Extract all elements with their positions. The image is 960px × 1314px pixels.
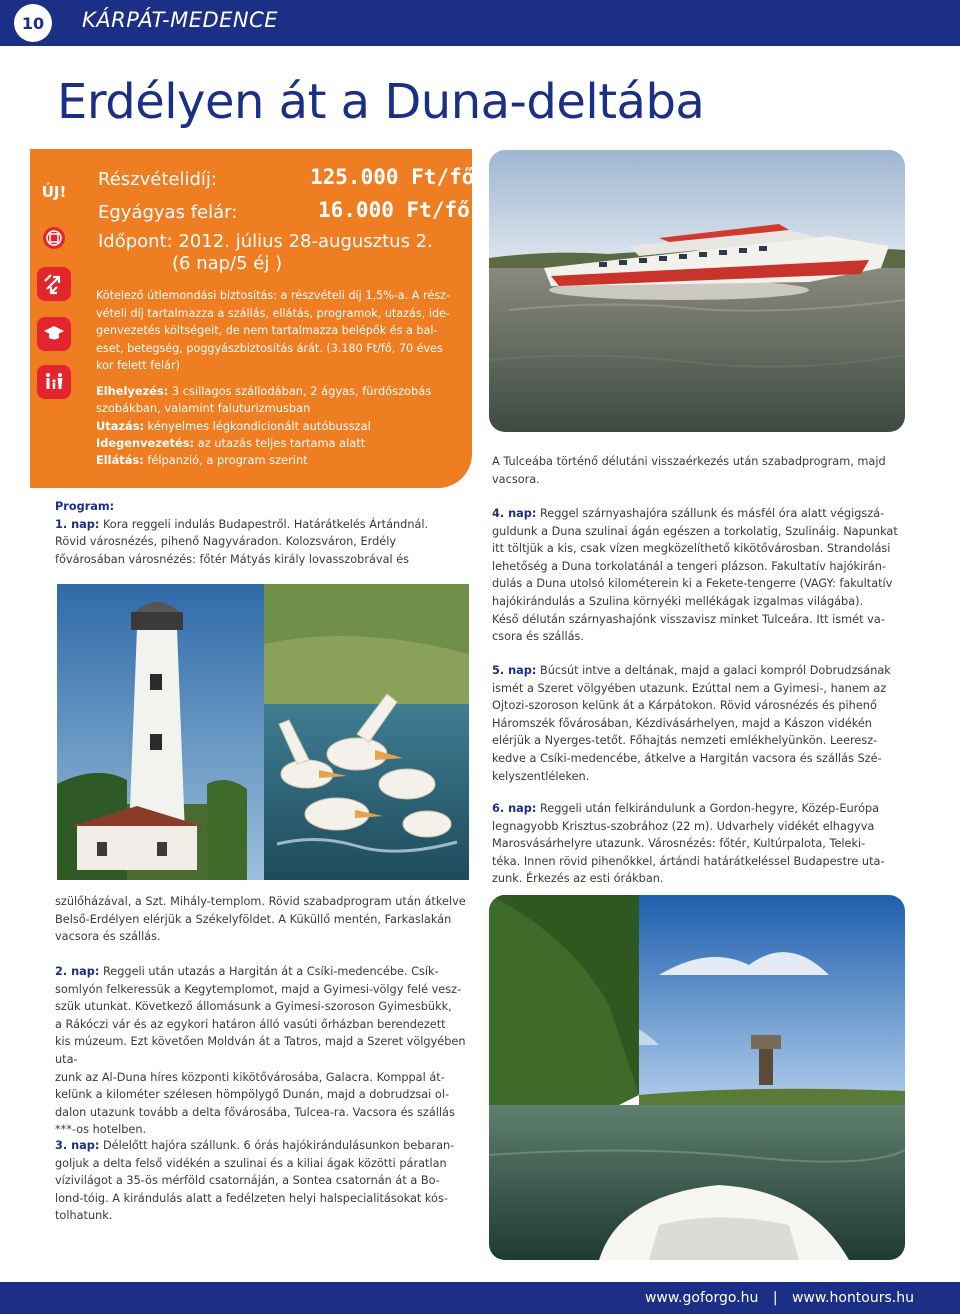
detail-row: Utazás: kényelmes légkondicionált autóbusszal <box>96 418 371 433</box>
day1-continued: szülőházával, a Szt. Mihály-templom. Rövid szabadprogram után átkelve Belső-Erdélyen elérjük a Székelyföldet. A Küküllő mentén, Farkaslakán vacsora és szállás. <box>55 895 466 944</box>
lighthouse-pelicans-photo <box>57 584 469 880</box>
footer-separator: | <box>772 1290 778 1306</box>
day6-block: 6. nap: Reggeli után felkirándulunk a Gordon-hegyre, Közép-Európa legnagyobb Krisztus-szobrához (22 m). Udvarhely vidékét elhagyva Marosvásárhelyre utazunk. Városnézés: főtér, Kultúrpalota, Teleki- téka. Innen rövid pihenőkkel, ártándi határátkeléssel Budapestre uta- zunk. Érkezés az esti órákban. <box>492 802 885 886</box>
insurance-note: Kötelező útlemondási biztosítás: a részvételi díj 1,5%-a. A rész- vételi díj tartalmazza a szállás, ellátás, programok, utazás, ide- genvezetés költségeit, de nem tartalmazza belépők és a bal- eset, betegség, poggyászbiztosítás árát. (3.180 Ft/fő, 70 éves kor felett felár) <box>96 289 450 372</box>
day4-block: 4. nap: Reggel szárnyashajóra szállunk és másfél óra alatt végigszá- guldunk a Duna szulinai ágán egészen a torkolatig, Szulináig. Napunkat itt töltjük a kis, csak vízen megközelíthető kikötővárosban. Strandolási lehetőség a Duna torkolatánál a tengeri plázson. Fakultatív hajókirán- dulás a Duna utolsó kilométerein ki a Fekete-tengerre (VAGY: fakultatív hajókirándulás a Szulina környéki mellékágak izgalmas világába). Késő délután szárnyashajónk visszavisz minket Tulceára. Itt ismét va- csora és szállás. <box>492 507 898 644</box>
day1-line: 1. nap: Kora reggeli indulás Budapestről. Határátkelés Ártándnál. <box>55 517 429 531</box>
trip-details <box>96 383 468 469</box>
detail-row: Idegenvezetés: az utazás teljes tartama alatt <box>96 435 366 450</box>
duration: (6 nap/5 éj ) <box>172 253 283 274</box>
day1-line: fővárosában városnézés: főtér Mátyás király lovasszobrával és <box>55 552 410 566</box>
education-cap-icon <box>37 317 71 351</box>
day2-block: 2. nap: Reggeli után utazás a Hargitán át a Csíki-medencébe. Csík- somlyón felkeressük a Kegytemplomot, majd a Gyimesi-völgy felé vesz- szük utunkat. Következő állomásunk a Gyimesi-szoroson Gyimesbükk, a Rákóczi vár és az egykori határon álló vasúti őrházban berendezett kis múzeum. Ezt követően Moldván át a Tatros, majd a Szeret völgyében uta- zunk az Al-Duna híres központi kikötővárosába, Galacra. Komppal át- kelünk a kilométer szélesen hömpölygő Dunán, majd a dobrudzsai ol- dalon utazunk tovább a delta fővárosába, Tulcea-ra. Vacsora és szállás ***-os hotelben. <box>55 965 466 1137</box>
page-title: Erdélyen át a Duna-deltába <box>57 74 705 130</box>
river-boat-photo <box>489 895 905 1260</box>
price-panel <box>30 149 475 488</box>
single-supplement-label: Egyágyas felár: <box>98 202 238 223</box>
day1-line: Rövid városnézés, pihenő Nagyváradon. Kolozsváron, Erdély <box>55 535 397 549</box>
footer-links <box>645 1290 914 1306</box>
website-link-goforgo[interactable]: www.goforgo.hu <box>644 1290 759 1306</box>
single-supplement-value: 16.000 Ft/fő <box>318 198 470 222</box>
program-intro <box>55 498 475 568</box>
program-heading: Program: <box>55 500 115 513</box>
page-number: 10 <box>14 4 52 42</box>
fee-value: 125.000 Ft/fő <box>310 165 475 189</box>
detail-row: Elhelyezés: 3 csillagos szállodában, 2 ágyas, fürdőszobás <box>96 384 432 398</box>
fee-label: Részvételidíj: <box>98 169 217 190</box>
section-title: KÁRPÁT-MEDENCE <box>82 8 279 32</box>
new-badge: ÚJ! <box>41 183 67 201</box>
date-line: Időpont: 2012. július 28-augusztus 2. <box>98 231 433 252</box>
detail-row: szobákban, valamint faluturizmusban <box>96 401 311 416</box>
hydrofoil-photo <box>489 150 905 432</box>
day5-block: 5. nap: Búcsút intve a deltának, majd a galaci kompról Dobrudzsának ismét a Szeret völgyében utazunk. Ezúttal nem a Gyimesi-, hanem az Ojtozi-szoroson kelünk át a Kárpátokon. Rövid városnézés és pihenő Háromszék fővárosában, Kézdivásárhelyen, majd a Kászon vidékén elérjük a Nyerges-tetőt. Főhajtás nemzeti emlékhelyünkön. Leeresz- kedve a Csíki-medencébe, átkelve a Hargitán vacsora és szállás Szé- kelyszentléleken. <box>492 664 891 783</box>
family-icon <box>37 365 71 399</box>
day3-block: 3. nap: Délelőtt hajóra szállunk. 6 órás hajókirándulásunkon bebaran- goljuk a delta felső vidékén a szulinai és a kiliai ágak közötti páratlan vízivilágot a 35-ös mérföld csatornáján, a Sontea csatornán át a Bo- lond-tóig. A kirándulás alatt a fedélzeten helyi halspecialitásokat kós- tolhatunk. <box>55 1139 455 1223</box>
hydrofoil-caption: A Tulceába történő délutáni visszaérkezés után szabadprogram, majd vacsora. <box>492 455 886 486</box>
website-link-hontours[interactable]: www.hontours.hu <box>791 1290 914 1306</box>
transfer-arrows-icon <box>37 267 71 301</box>
detail-row: Ellátás: félpanzió, a program szerint <box>96 453 308 468</box>
world-heritage-icon <box>37 221 71 255</box>
